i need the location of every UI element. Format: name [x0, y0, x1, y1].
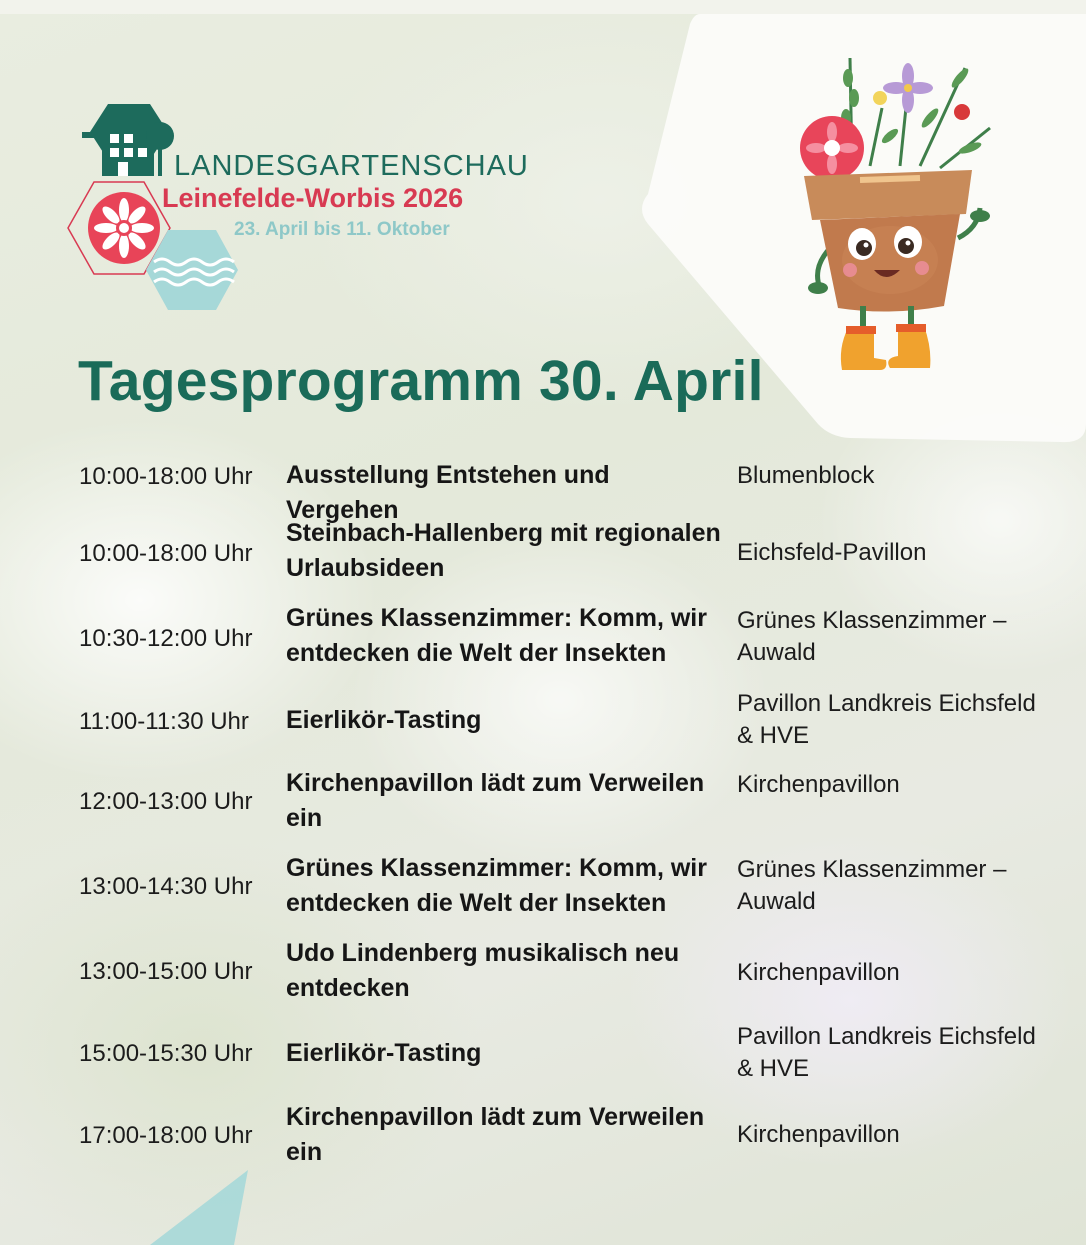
schedule-time: 13:00-15:00 Uhr [79, 958, 253, 985]
schedule-location: Kirchenpavillon [737, 771, 900, 798]
schedule-time: 10:00-18:00 Uhr [79, 540, 253, 567]
schedule-event: Grünes Klassenzimmer: Komm, wir entdecken die Welt der Insekten [286, 604, 707, 667]
schedule-time: 12:00-13:00 Uhr [79, 788, 253, 815]
schedule-location: Kirchenpavillon [737, 959, 900, 986]
schedule-location: Pavillon Landkreis Eichsfeld & HVE [737, 690, 1036, 749]
decorative-shape [130, 1170, 260, 1245]
schedule-location: Pavillon Landkreis Eichsfeld & HVE [737, 1023, 1036, 1082]
schedule-time: 10:30-12:00 Uhr [79, 625, 253, 652]
schedule-event: Udo Lindenberg musikalisch neu entdecken [286, 939, 680, 1002]
schedule-event: Grünes Klassenzimmer: Komm, wir entdecken die Welt der Insekten [286, 854, 707, 917]
schedule-location: Blumenblock [737, 462, 875, 489]
top-strip [0, 0, 1086, 14]
schedule-time: 15:00-15:30 Uhr [79, 1040, 253, 1067]
schedule-event: Steinbach-Hallenberg mit regionalen Urlaubsideen [286, 519, 721, 582]
schedule-location: Grünes Klassenzimmer – Auwald [737, 607, 1007, 666]
logo-line-3: 23. April bis 11. Oktober [234, 219, 450, 240]
schedule-time: 17:00-18:00 Uhr [79, 1122, 253, 1149]
page-title: Tagesprogramm 30. April [78, 349, 764, 413]
schedule-time: 13:00-14:30 Uhr [79, 873, 253, 900]
water-waves-hexagon-icon [144, 228, 240, 312]
logo-line-2: Leinefelde-Worbis 2026 [162, 183, 464, 213]
schedule-event: Ausstellung Entstehen und Vergehen [286, 461, 610, 524]
landesgartenschau-logo [62, 100, 529, 315]
schedule-location: Eichsfeld-Pavillon [737, 539, 927, 566]
schedule-location: Grünes Klassenzimmer – Auwald [737, 856, 1007, 915]
schedule-event: Eierlikör-Tasting [286, 706, 482, 734]
flowerpot-mascot-icon [790, 48, 1000, 378]
schedule-location: Kirchenpavillon [737, 1121, 900, 1148]
schedule-time: 11:00-11:30 Uhr [79, 708, 249, 735]
schedule-time: 10:00-18:00 Uhr [79, 463, 253, 490]
schedule-event: Kirchenpavillon lädt zum Verweilen ein [286, 1103, 705, 1166]
schedule-event: Eierlikör-Tasting [286, 1039, 482, 1067]
schedule-event: Kirchenpavillon lädt zum Verweilen ein [286, 769, 705, 832]
logo-line-1: LANDESGARTENSCHAU [174, 150, 529, 182]
